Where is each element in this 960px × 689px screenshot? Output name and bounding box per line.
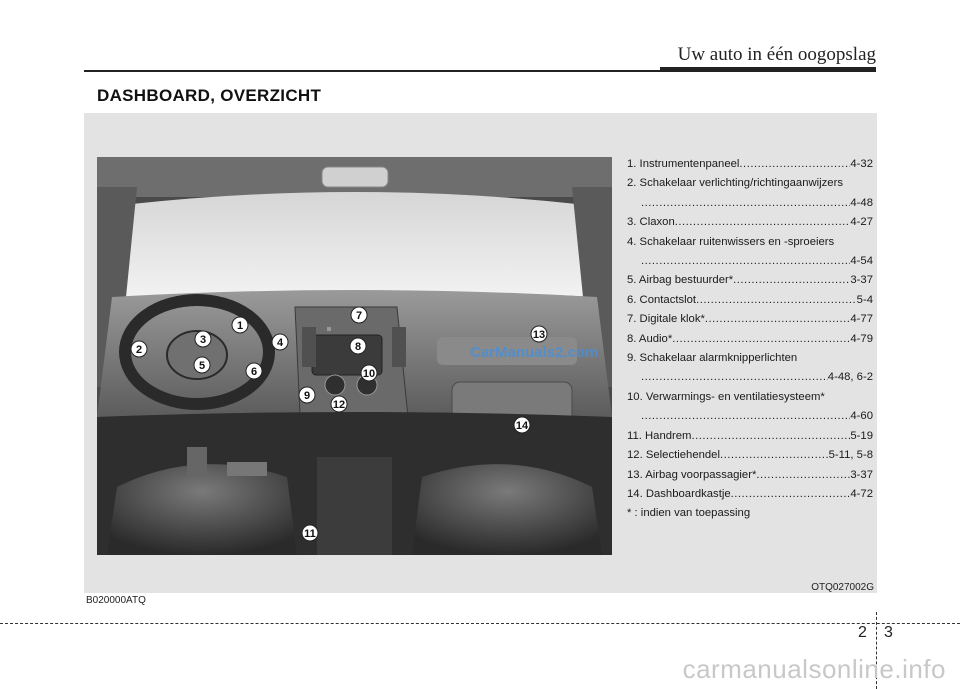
- legend-item-label: 4. Schakelaar ruitenwissers en -sproeiers: [627, 235, 835, 248]
- callout-10: [361, 365, 377, 381]
- svg-text:8: 8: [354, 341, 362, 353]
- svg-text:7: 7: [355, 310, 363, 322]
- legend-item-page: 4-32: [850, 158, 873, 170]
- svg-text:11: 11: [304, 528, 316, 540]
- footnote: * : indien van toepassing: [627, 507, 751, 520]
- leader-dots: [641, 194, 850, 213]
- legend-item-continuation: [627, 252, 873, 271]
- legend-item-page: 4-79: [850, 332, 873, 345]
- legend-item: [627, 310, 873, 329]
- legend-item-page: 4-54: [850, 255, 873, 268]
- legend-item-label: 5. Airbag bestuurder*: [627, 274, 734, 287]
- callout-4: [272, 334, 288, 350]
- legend-item: [627, 271, 873, 290]
- running-header-title: Uw auto in één oogopslag: [677, 44, 876, 65]
- legend-item-page: 4-27: [850, 216, 873, 229]
- legend-item-label: 3. Claxon: [627, 216, 675, 229]
- legend-item: [627, 485, 873, 504]
- svg-text:5: 5: [198, 360, 206, 372]
- legend-item: [627, 330, 873, 349]
- callout-7: [351, 307, 367, 323]
- legend-item-page: 4-72: [850, 487, 873, 500]
- leader-dots: [641, 368, 828, 387]
- svg-text:9: 9: [303, 390, 311, 402]
- legend-item-page: 5-11, 5-8: [828, 449, 873, 462]
- header-rule: [84, 70, 876, 72]
- callout-3: [195, 331, 211, 347]
- svg-text:12: 12: [332, 399, 346, 411]
- callout-8: [350, 338, 366, 354]
- legend-item-label: 9. Schakelaar alarmknipperlichten: [627, 352, 798, 365]
- leader-dots: [675, 213, 851, 232]
- legend-item-continuation: [627, 407, 873, 426]
- callout-11: [302, 525, 318, 541]
- callout-12: [331, 396, 347, 412]
- legend-item-page: 4-60: [850, 410, 873, 423]
- callout-13: [531, 326, 547, 342]
- leader-dots: [733, 271, 850, 290]
- legend-item: [627, 155, 873, 174]
- leader-dots: [705, 310, 851, 329]
- legend-item-label: 6. Contactslot: [627, 293, 697, 306]
- leader-dots: [720, 446, 829, 465]
- legend-item: [627, 349, 873, 368]
- legend-item-page: 4-77: [850, 313, 873, 326]
- legend-list: [627, 155, 873, 524]
- leader-dots: [696, 291, 857, 310]
- legend-item-label: 13. Airbag voorpassagier*: [627, 468, 757, 481]
- svg-text:3: 3: [199, 334, 207, 346]
- legend-item-continuation: [627, 368, 873, 387]
- svg-text:13: 13: [532, 329, 546, 341]
- legend-item: [627, 213, 873, 232]
- svg-text:2: 2: [135, 344, 143, 356]
- legend-item-label: 10. Verwarmings- en ventilatiesysteem*: [627, 390, 825, 403]
- watermark-text: CarManuals2.com: [470, 344, 599, 361]
- footer-rule: [0, 623, 960, 624]
- leader-dots: [691, 427, 850, 446]
- legend-item-label: 1. Instrumentenpaneel: [627, 158, 740, 170]
- section-title: DASHBOARD, OVERZICHT: [97, 86, 322, 105]
- legend-item-label: 2. Schakelaar verlichting/richtingaanwijzers: [627, 177, 843, 190]
- leader-dots: [641, 252, 850, 271]
- page-number: 3: [884, 624, 893, 641]
- leader-dots: [731, 485, 851, 504]
- leader-dots: [739, 155, 850, 174]
- legend-item: [627, 174, 873, 193]
- callout-5: [194, 357, 210, 373]
- legend-item-label: 12. Selectiehendel: [627, 449, 720, 462]
- legend-item: [627, 427, 873, 446]
- legend-item-label: 7. Digitale klok*: [627, 313, 705, 326]
- legend-item-page: 4-48, 6-2: [827, 371, 873, 384]
- callout-1: [232, 317, 248, 333]
- callout-14: [514, 417, 530, 433]
- callout-6: [246, 363, 262, 379]
- legend-item: [627, 388, 873, 407]
- legend-item-label: 8. Audio*: [627, 332, 673, 345]
- legend-item: [627, 291, 873, 310]
- callout-9: [299, 387, 315, 403]
- legend-item-continuation: [627, 194, 873, 213]
- legend-item-page: 4-48: [850, 196, 873, 209]
- leader-dots: [672, 330, 850, 349]
- legend-item: [627, 233, 873, 252]
- svg-text:1: 1: [236, 320, 244, 332]
- image-code: OTQ027002G: [811, 582, 874, 593]
- svg-text:4: 4: [276, 337, 284, 349]
- legend-item-label: 14. Dashboardkastje: [627, 487, 731, 500]
- legend-item-page: 5-4: [856, 293, 873, 306]
- section-code: B020000ATQ: [86, 595, 146, 606]
- callout-2: [131, 341, 147, 357]
- legend-item-page: 3-37: [850, 274, 873, 287]
- site-watermark: carmanualsonline.info: [682, 654, 946, 684]
- legend-item: [627, 466, 873, 485]
- page-section-number: 2: [858, 624, 867, 641]
- svg-text:14: 14: [515, 420, 529, 432]
- svg-text:10: 10: [362, 368, 376, 380]
- svg-text:6: 6: [250, 366, 258, 378]
- leader-dots: [641, 407, 850, 426]
- leader-dots: [756, 466, 850, 485]
- legend-item: [627, 446, 873, 465]
- legend-item-page: 5-19: [850, 429, 873, 442]
- legend-item-page: 3-37: [850, 468, 873, 481]
- legend-item-label: 11. Handrem: [627, 429, 692, 442]
